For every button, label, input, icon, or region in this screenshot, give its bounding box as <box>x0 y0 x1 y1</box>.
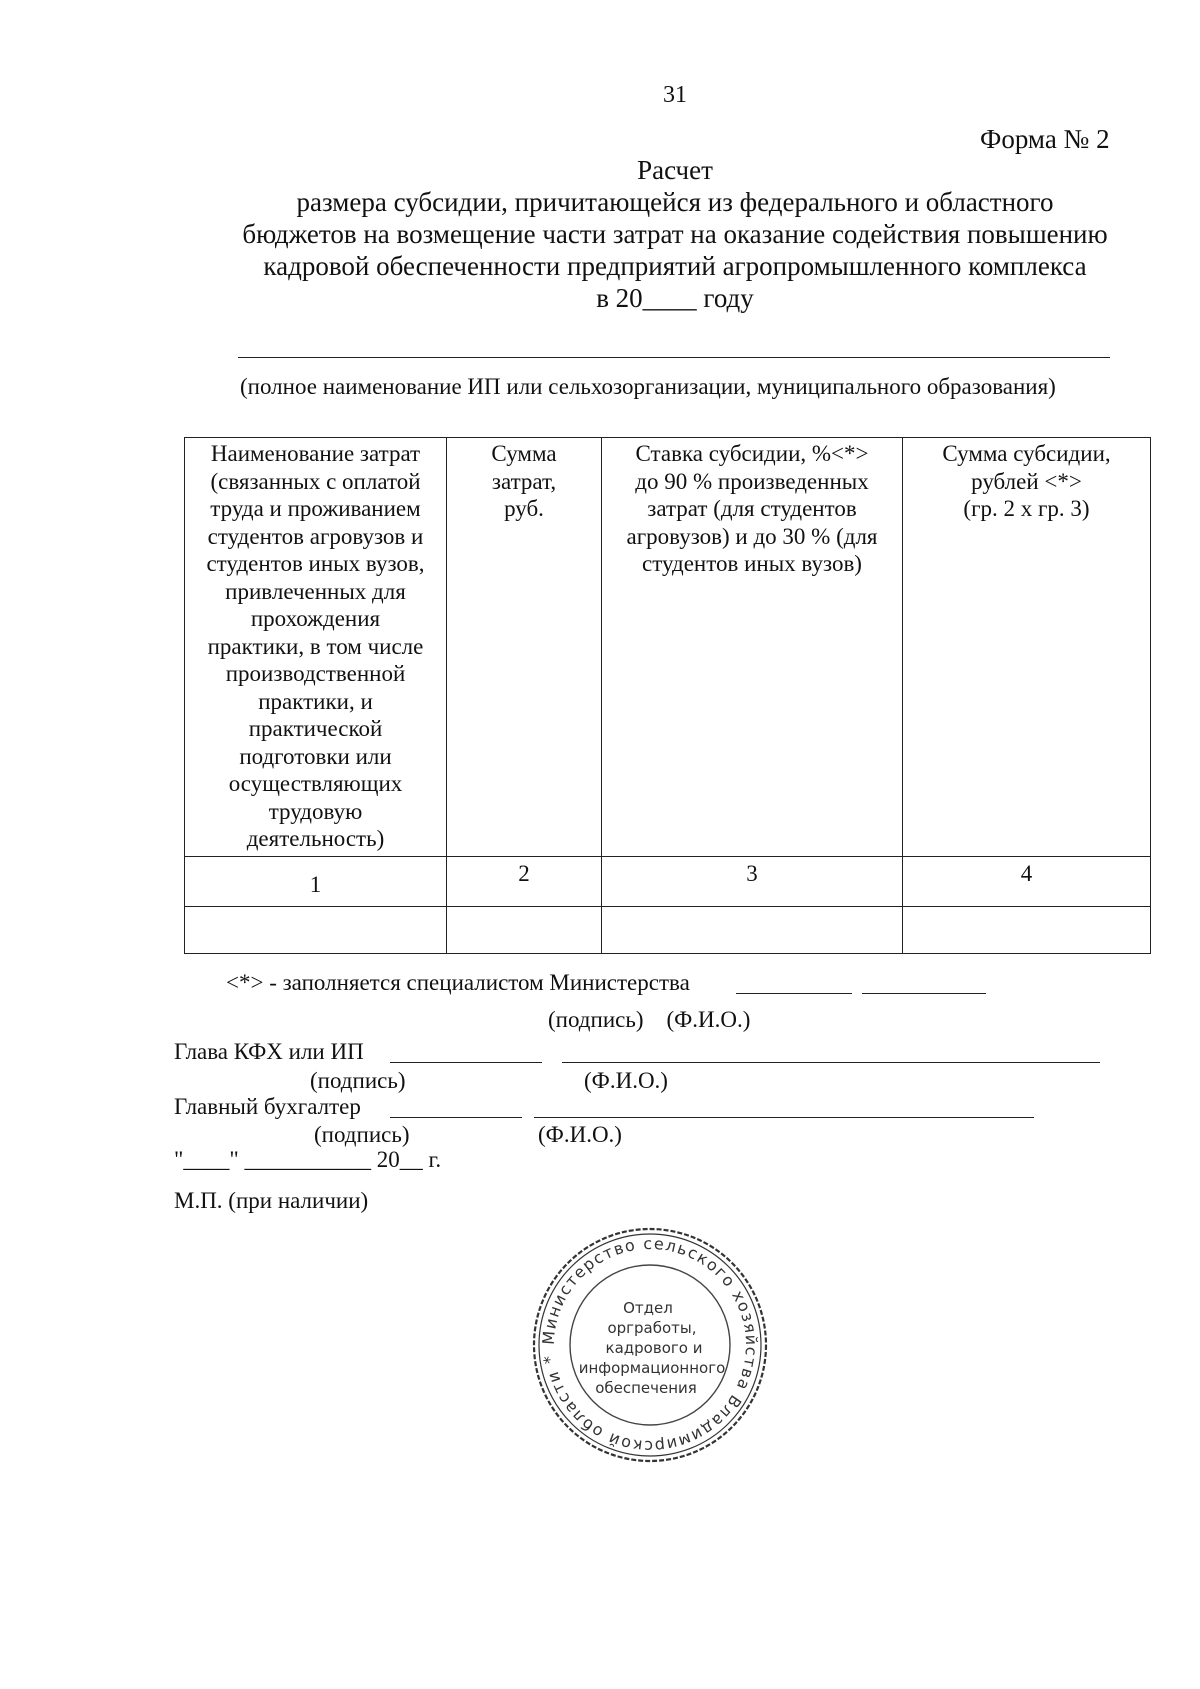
table-row <box>185 907 1151 954</box>
table-cell <box>447 907 602 954</box>
head-name-caption: (Ф.И.О.) <box>584 1068 668 1093</box>
column-number: 3 <box>602 857 903 907</box>
stamp-ring-text: Министерство сельского хозяйства Владимирской области * <box>538 1233 762 1457</box>
form-number: Форма № 2 <box>980 124 1110 154</box>
stamp-line: оргработы, <box>607 1319 697 1337</box>
page-number: 31 <box>663 82 687 108</box>
accountant-name-line <box>534 1117 1034 1118</box>
stamp-line: обеспечения <box>595 1379 697 1397</box>
stamp-line: кадрового и <box>605 1339 703 1357</box>
title-line: Расчет <box>637 155 713 185</box>
document-title <box>150 154 1200 314</box>
stamp-seal-graphic <box>530 1225 770 1465</box>
header-cost-sum: Сумма затрат, руб. <box>447 438 602 857</box>
header-cost-name: Наименование затрат (связанных с оплатой труда и проживанием студентов агровузов и студентов иных вузов, привлеченных для прохождения практики, в том числе производственной практики, и практической подготовки или осуществляющих трудовую деятельность) <box>185 438 447 857</box>
title-line: бюджетов на возмещение части затрат на оказание содействия повышению <box>242 219 1108 249</box>
date-line: "____" ___________ 20__ г. <box>174 1147 442 1172</box>
title-line: кадровой обеспеченности предприятий агропромышленного комплекса <box>263 251 1087 281</box>
header-subsidy-sum: Сумма субсидии, рублей <*> (гр. 2 х гр. 3) <box>903 438 1151 857</box>
table-cell <box>185 907 447 954</box>
head-sign-line <box>390 1062 542 1063</box>
head-sign-caption: (подпись) <box>310 1068 406 1093</box>
org-name-fill-line <box>238 357 1110 358</box>
accountant-sign-line <box>390 1117 522 1118</box>
stamp-line: информационного <box>578 1359 726 1377</box>
table-header-row <box>185 438 1151 857</box>
column-number: 1 <box>185 857 447 907</box>
footnote-text: <*> - заполняется специалистом Министерства <box>226 970 690 995</box>
ministry-name-line <box>862 993 986 994</box>
column-number: 4 <box>903 857 1151 907</box>
accountant-sign-caption: (подпись) <box>314 1122 410 1147</box>
title-line: размера субсидии, причитающейся из федерального и областного <box>296 187 1054 217</box>
head-label: Глава КФХ или ИП <box>174 1039 364 1064</box>
seal-place: М.П. (при наличии) <box>174 1188 369 1213</box>
accountant-label: Главный бухгалтер <box>174 1094 361 1119</box>
ministry-sign-line <box>736 993 852 994</box>
stamp-line: Отдел <box>623 1299 673 1317</box>
org-name-caption: (полное наименование ИП или сельхозорганизации, муниципального образования) <box>240 374 1056 399</box>
calculation-table <box>184 437 1151 954</box>
column-number-row <box>185 857 1151 907</box>
title-line: в 20____ году <box>596 283 754 313</box>
head-name-line <box>562 1062 1100 1063</box>
table-cell <box>602 907 903 954</box>
ministry-caption: (подпись) (Ф.И.О.) <box>548 1007 751 1032</box>
official-stamp <box>530 1225 770 1465</box>
accountant-name-caption: (Ф.И.О.) <box>538 1122 622 1147</box>
header-subsidy-rate: Ставка субсидии, %<*> до 90 % произведенных затрат (для студентов агровузов) и до 30 % (для студентов иных вузов) <box>602 438 903 857</box>
table-cell <box>903 907 1151 954</box>
column-number: 2 <box>447 857 602 907</box>
